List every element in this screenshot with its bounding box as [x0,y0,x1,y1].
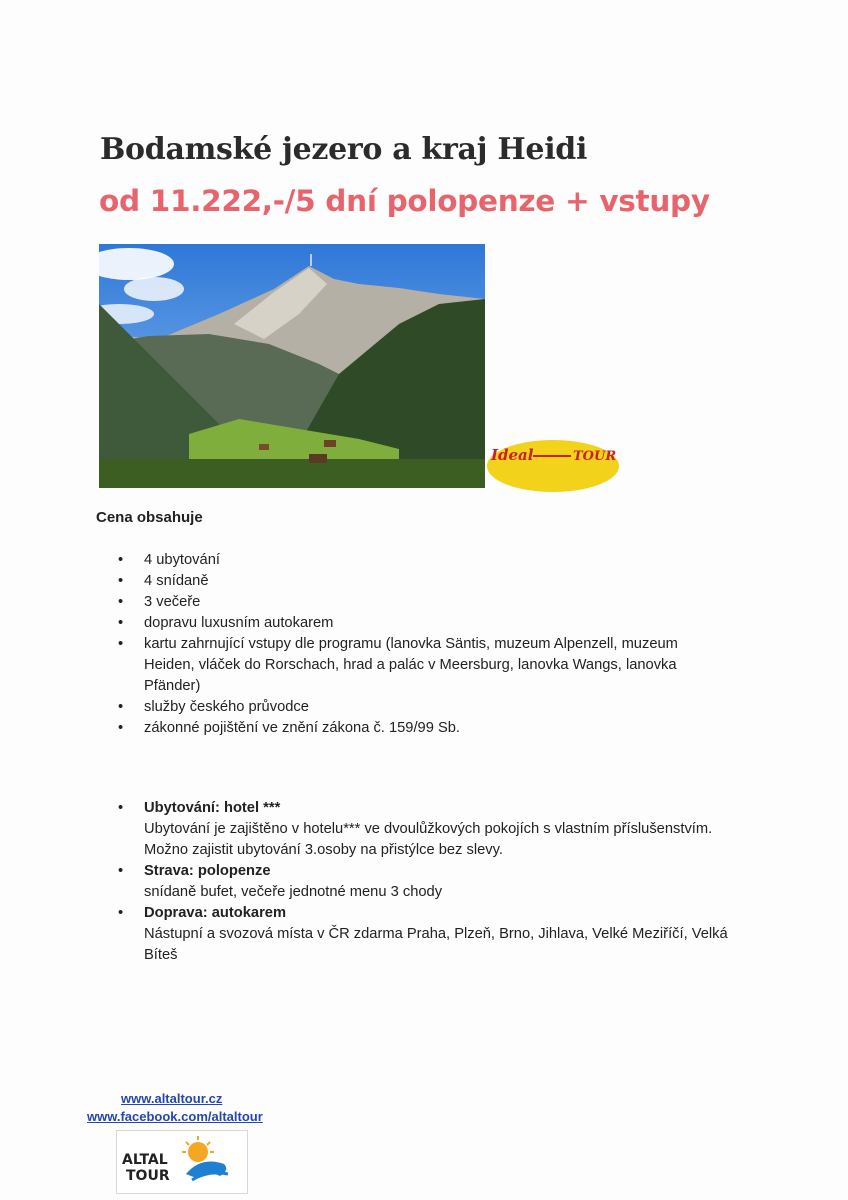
detail-accommodation [118,798,728,861]
list-item: • kartu zahrnující vstupy dle programu (lanovka Säntis, muzeum Alpenzell, muzeum Heiden, vláček do Rorschach, hrad a palác v Meersburg, lanovka Wangs, lanovka Pfänder) [118,634,728,697]
price-includes-list [118,550,728,739]
list-item: • služby českého průvodce [118,697,728,718]
list-item: • dopravu luxusním autokarem [118,613,728,634]
ideal-tour-logo [483,436,623,494]
detail-board [118,861,728,903]
altal-tour-logo [116,1130,248,1194]
detail-heading: Strava: polopenze [144,863,271,879]
svg-text:TOUR: TOUR [126,1168,170,1184]
list-item: • zákonné pojištění ve znění zákona č. 159/99 Sb. [118,718,728,739]
mountain-landscape-photo [99,244,485,488]
price-subtitle: od 11.222,-/5 dní polopenze + vstupy [99,184,710,218]
detail-text: Ubytování je zajištěno v hotelu*** ve dvoulůžkových pokojích s vlastním příslušenstvím. Možno zajistit ubytování 3.osoby na přistýlce bez slevy. [144,821,713,858]
page-title: Bodamské jezero a kraj Heidi [100,132,588,167]
website-link[interactable]: www.altaltour.cz [121,1091,223,1106]
list-item: • 4 snídaně [118,571,728,592]
facebook-link[interactable]: www.facebook.com/altaltour [87,1109,263,1124]
detail-transport [118,903,728,966]
price-includes-title: Cena obsahuje [96,509,203,526]
list-item: • 3 večeře [118,592,728,613]
detail-text: snídaně bufet, večeře jednotné menu 3 chody [144,884,443,900]
detail-heading: Doprava: autokarem [144,905,287,921]
details-list [118,798,728,966]
detail-heading: Ubytování: hotel *** [144,800,281,816]
list-item: • 4 ubytování [118,550,728,571]
ideal-tour-logo-text: Ideal [491,446,534,464]
detail-text: Nástupní a svozová místa v ČR zdarma Praha, Plzeň, Brno, Jihlava, Velké Meziříčí, Velká Bíteš [144,926,728,963]
svg-text:TOUR: TOUR [573,449,617,464]
svg-text:ALTAL: ALTAL [122,1152,168,1168]
